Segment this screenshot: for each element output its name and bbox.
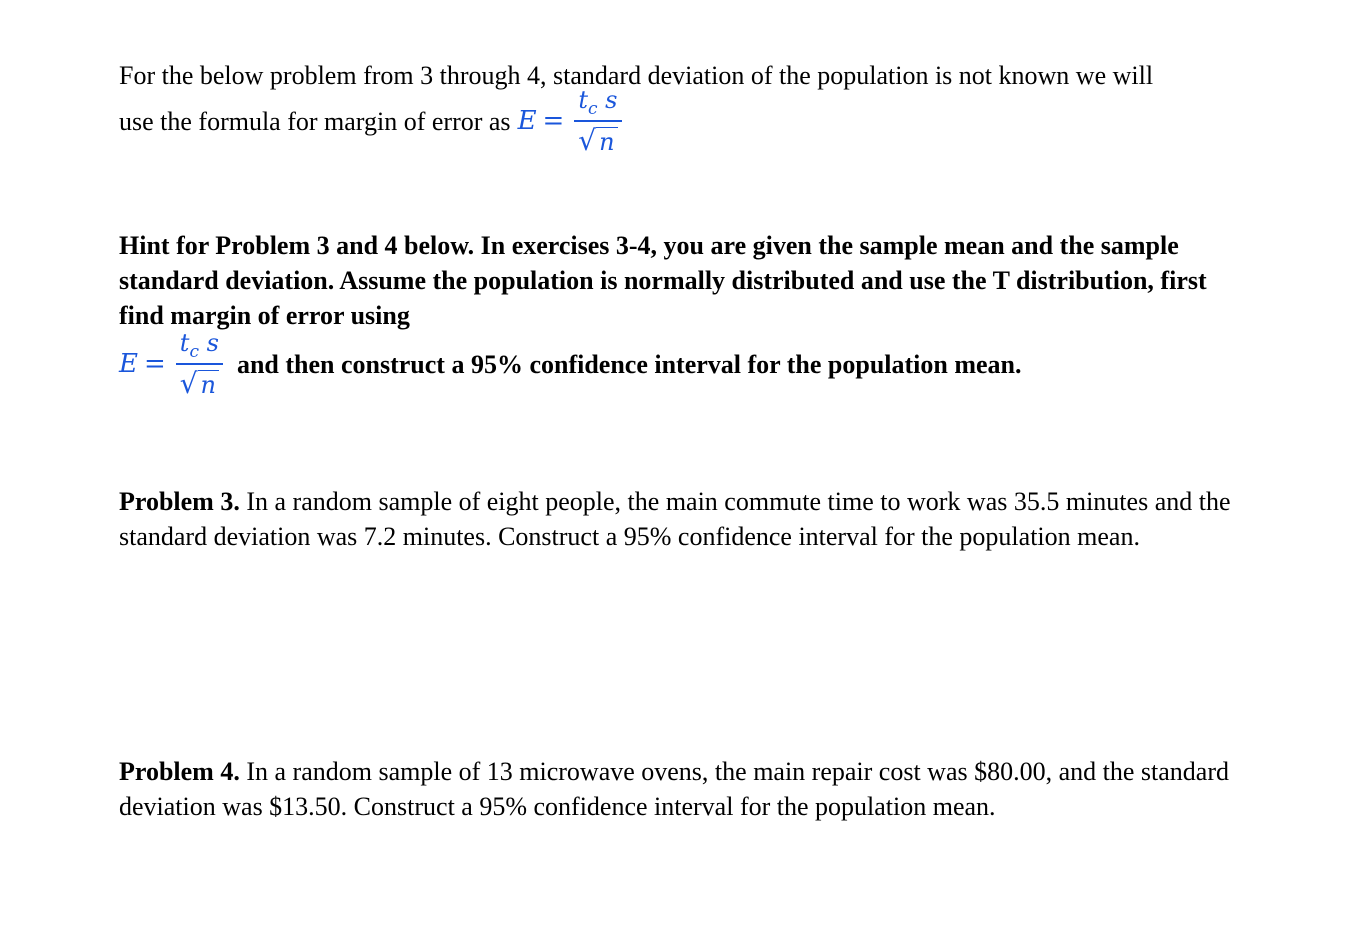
intro-line-2-prefix: use the formula for margin of error as (119, 107, 511, 137)
hint-sqrt-icon: √ (179, 366, 198, 400)
hint-fraction-bar (176, 363, 223, 365)
hint-paragraph: Hint for Problem 3 and 4 below. In exercises 3-4, you are given the sample mean and the sample standard deviation. Assume the population is normally distributed and use the T distribution, first find margin of error using (119, 231, 1207, 330)
formula-equals: = (542, 106, 565, 137)
problem-4-text: In a random sample of 13 microwave ovens, the main repair cost was $80.00, and the standard deviation was $13.50. Construct a 95% confidence interval for the population mean. (119, 757, 1229, 821)
hint-formula-equals: = (143, 349, 166, 380)
intro-line-2 (119, 87, 626, 177)
formula-n: n (596, 127, 617, 156)
hint-formula-numerator (176, 329, 223, 362)
problem-4-label: Problem 4. (119, 757, 240, 786)
hint-formula-denominator (176, 366, 223, 400)
problem-3-label: Problem 3. (119, 487, 240, 516)
problem-3 (119, 484, 1249, 554)
margin-of-error-formula (518, 87, 626, 157)
formula-fraction (574, 87, 621, 157)
sqrt-icon: √ (578, 123, 597, 157)
hint-formula-fraction (176, 330, 223, 400)
hint-formula-n: n (198, 370, 219, 399)
formula-denominator (574, 123, 621, 157)
hint-formula-t: t (179, 329, 190, 357)
problem-3-text: In a random sample of eight people, the main commute time to work was 35.5 minutes and the standard deviation was 7.2 minutes. Construct a 95% confidence interval for the population mean. (119, 487, 1231, 551)
formula-s: s (605, 86, 618, 114)
hint-formula-s: s (206, 329, 219, 357)
fraction-bar (574, 120, 621, 122)
formula-numerator (574, 86, 621, 119)
formula-lhs: E (517, 106, 537, 137)
hint-formula-subscript-c: c (189, 342, 199, 362)
hint-formula-lhs: E (119, 349, 138, 380)
hint-formula (119, 330, 227, 400)
hint-formula-line (119, 330, 1022, 410)
problem-4 (119, 754, 1249, 824)
formula-t: t (578, 86, 588, 114)
intro-line-1: For the below problem from 3 through 4, standard deviation of the population is not known we will (119, 61, 1154, 90)
formula-subscript-c: c (588, 99, 598, 119)
hint-suffix: and then construct a 95% confidence interval for the population mean. (236, 350, 1022, 380)
